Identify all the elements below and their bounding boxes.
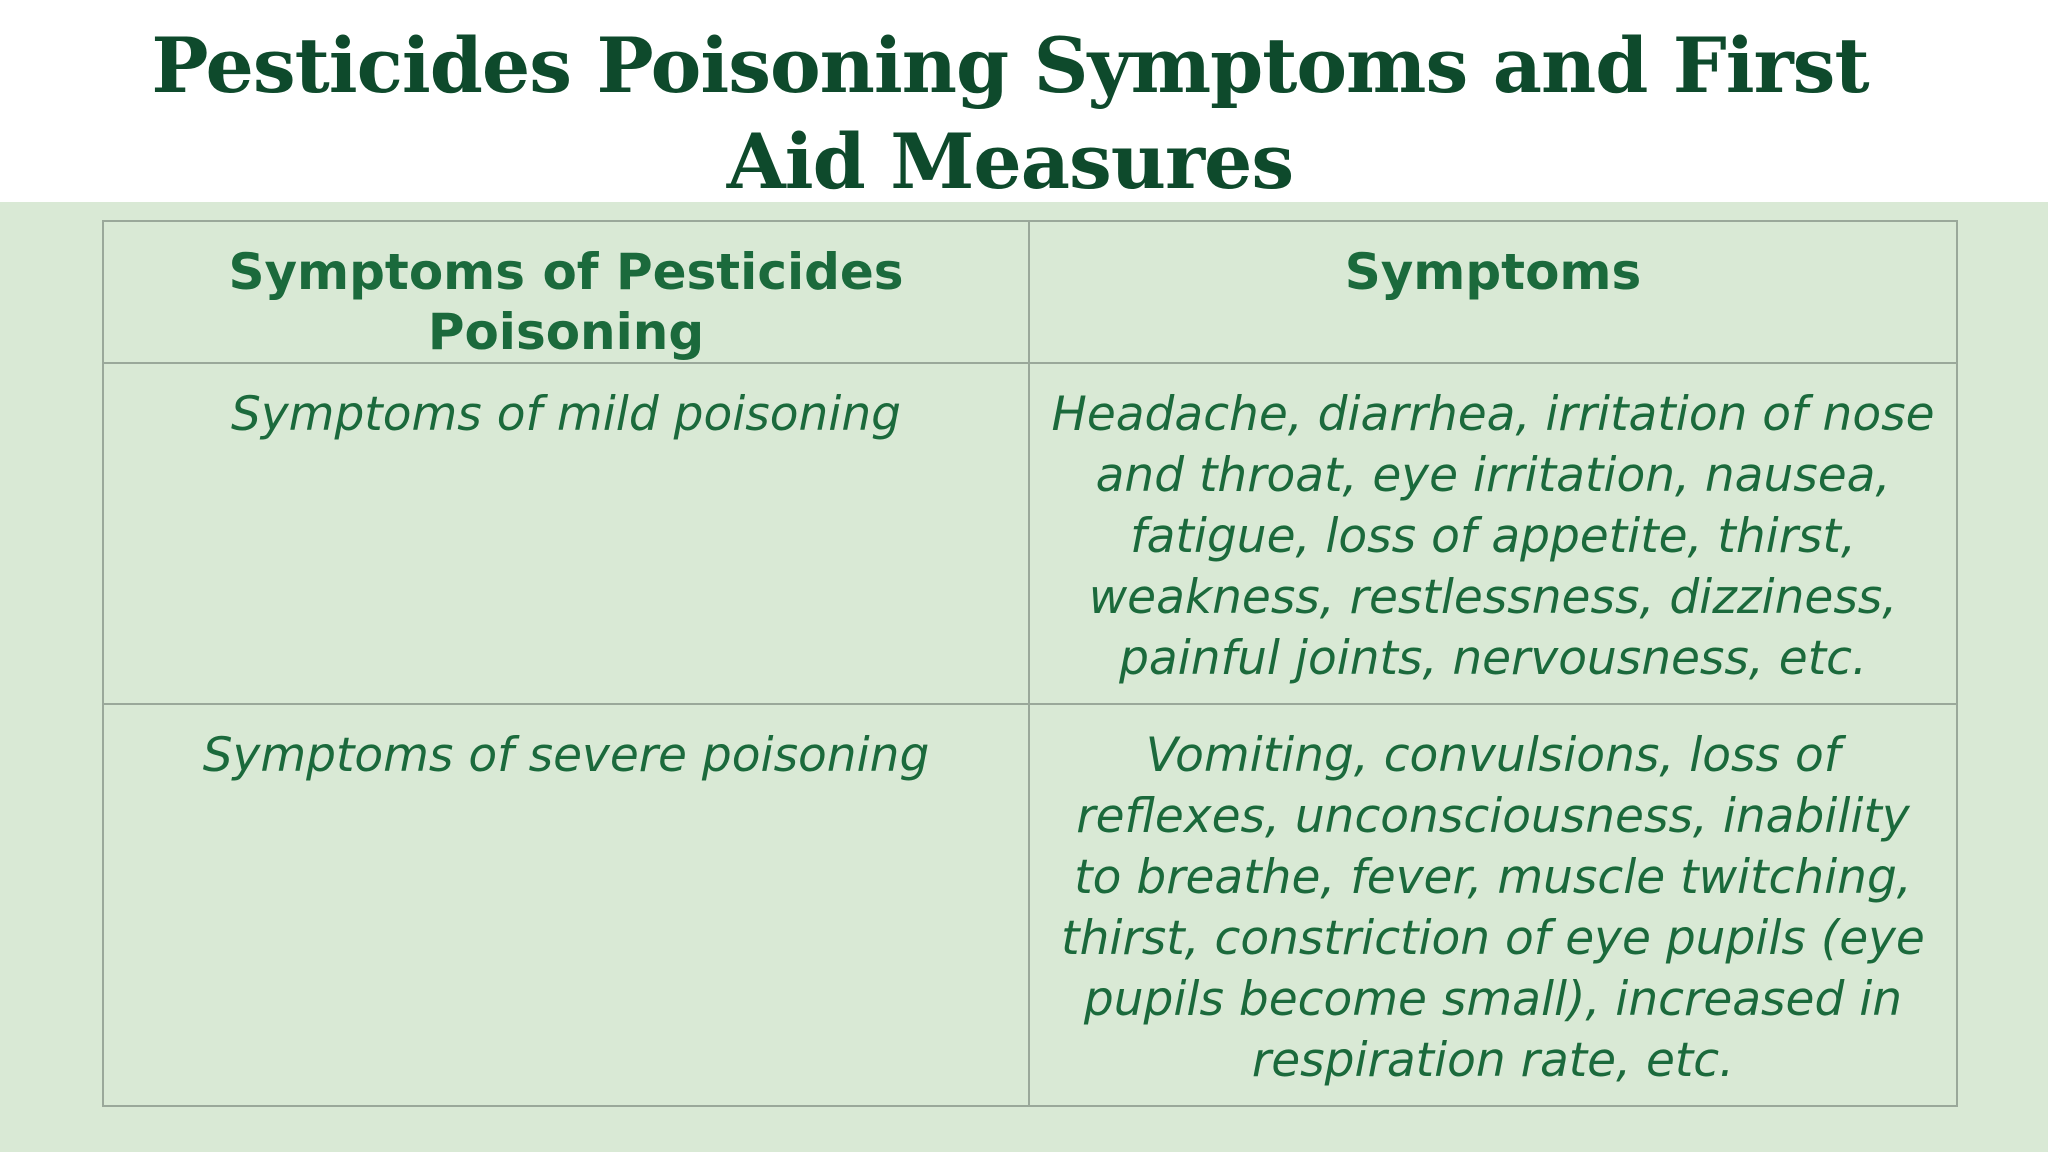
header-cell-category: Symptoms of Pesticides Poisoning (103, 221, 1029, 363)
header-cell-symptoms: Symptoms (1029, 221, 1957, 363)
row-symptoms-cell: Vomiting, convulsions, loss of reflexes, unconsciousness, inability to breathe, fever, muscle twitching, thirst, constriction of eye pupils (eye pupils become small), increased in respiration rate, etc. (1029, 704, 1957, 1106)
table-header-row (103, 221, 1957, 363)
row-category-cell: Symptoms of severe poisoning (103, 704, 1029, 1106)
table-row (103, 704, 1957, 1106)
row-category-cell: Symptoms of mild poisoning (103, 363, 1029, 704)
row-symptoms-cell: Headache, diarrhea, irritation of nose and throat, eye irritation, nausea, fatigue, loss of appetite, thirst, weakness, restlessness, dizziness, painful joints, nervousness, etc. (1029, 363, 1957, 704)
symptoms-table (102, 220, 1958, 1107)
table-row (103, 363, 1957, 704)
page-title: Pesticides Poisoning Symptoms and First Aid Measures (151, 21, 1869, 206)
